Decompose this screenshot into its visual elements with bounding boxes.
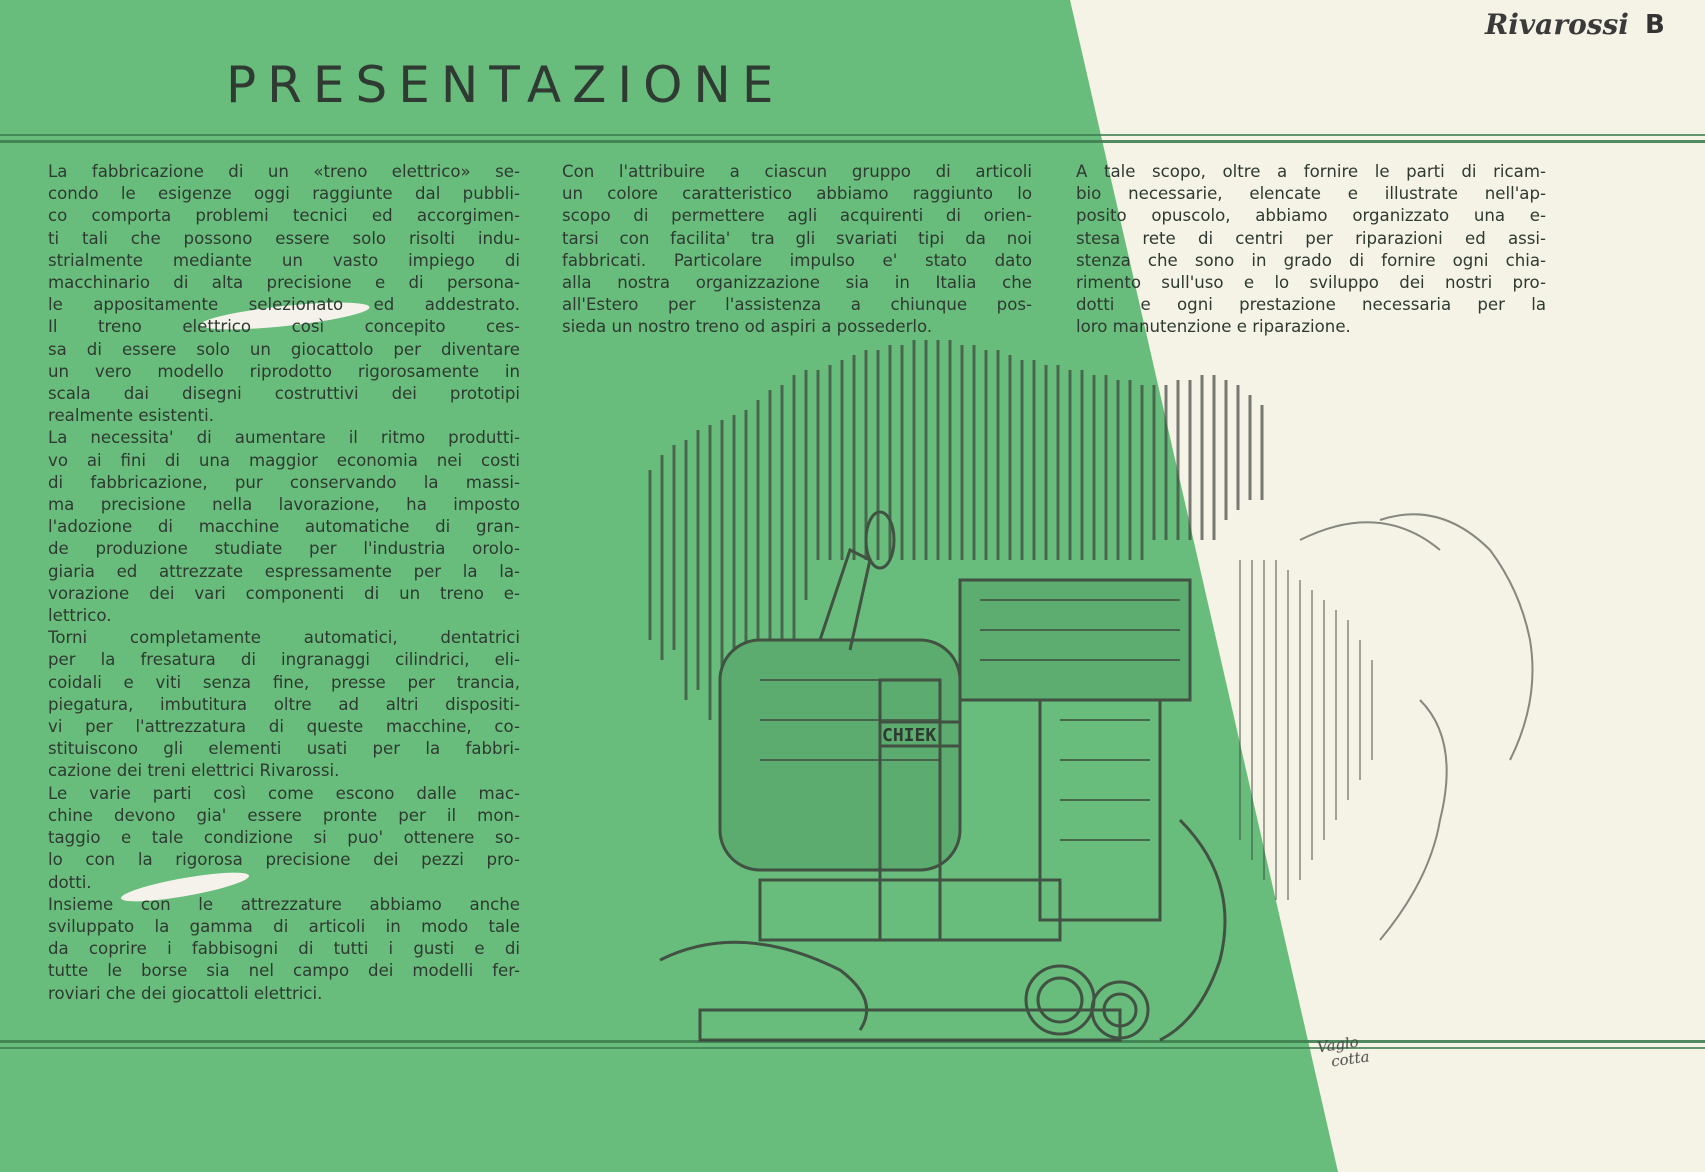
- text-line: realmente esistenti.: [48, 406, 215, 426]
- text-line: roviari che dei giocattoli elettrici.: [48, 983, 323, 1003]
- text-line: coidali e viti senza fine, presse per trancia,: [48, 672, 520, 692]
- text-column-2: [562, 161, 1032, 339]
- text-line: rimento sull'uso e lo sviluppo dei nostri pro-: [1076, 273, 1546, 293]
- text-line: A tale scopo, oltre a fornire le parti di ricam-: [1076, 162, 1546, 181]
- text-line: vo ai fini di una maggior economia nei costi: [48, 450, 520, 470]
- text-line: chine devono gia' essere pronte per il mon-: [48, 805, 520, 825]
- text-line: strialmente mediante un vasto impiego di: [48, 250, 520, 270]
- text-line: de produzione studiate per l'industria orolo-: [48, 539, 520, 559]
- bottom-rule-2: [0, 1047, 1705, 1049]
- top-rule-1: [0, 134, 1705, 136]
- page-letter: B: [1645, 10, 1665, 40]
- text-column-3: [1076, 161, 1546, 339]
- text-line: macchinario di alta precisione e di persona-: [48, 273, 520, 293]
- text-line: Torni completamente automatici, dentatrici: [48, 628, 520, 648]
- signature-line: cotta: [1329, 1047, 1371, 1071]
- text-line: all'Estero per l'assistenza a chiunque pos-: [562, 295, 1032, 315]
- top-rule-2: [0, 140, 1705, 143]
- text-line: La necessita' di aumentare il ritmo produtti-: [48, 428, 520, 448]
- text-line: vorazione dei vari componenti di un treno e-: [48, 583, 520, 603]
- text-line: posito opuscolo, abbiamo organizzato una e-: [1076, 206, 1546, 226]
- text-line: Il treno elettrico così concepito ces-: [48, 317, 520, 337]
- text-line: sa di essere solo un giocattolo per diventare: [48, 339, 520, 359]
- text-line: lo con la rigorosa precisione dei pezzi pro-: [48, 850, 520, 870]
- text-line: dotti e ogni prestazione necessaria per la: [1076, 295, 1546, 315]
- text-line: cazione dei treni elettrici Rivarossi.: [48, 761, 340, 781]
- text-line: Con l'attribuire a ciascun gruppo di articoli: [562, 162, 1032, 181]
- text-line: un colore caratteristico abbiamo raggiunto lo: [562, 184, 1032, 204]
- text-line: stenza che sono in grado di fornire ogni chia-: [1076, 250, 1546, 270]
- signature-line: Vaglo: [1315, 1032, 1360, 1057]
- text-line: vi per l'attrezzatura di queste macchine, co-: [48, 717, 520, 737]
- text-line: bio necessarie, elencate e illustrate nell'ap-: [1076, 184, 1546, 204]
- text-line: per la fresatura di ingranaggi cilindrici, eli-: [48, 650, 520, 670]
- text-line: scopo di permettere agli acquirenti di orien-: [562, 206, 1032, 226]
- text-line: scala dai disegni costruttivi dei prototipi: [48, 384, 520, 404]
- text-line: alla nostra organizzazione sia in Italia che: [562, 273, 1032, 293]
- text-line: dotti.: [48, 872, 92, 892]
- text-line: loro manutenzione e riparazione.: [1076, 317, 1351, 337]
- text-line: lettrico.: [48, 606, 112, 626]
- text-line: giaria ed attrezzate espressamente per la la-: [48, 561, 520, 581]
- text-line: La fabbricazione di un «treno elettrico» se-: [48, 162, 520, 181]
- text-line: un vero modello riprodotto rigorosamente in: [48, 361, 520, 381]
- text-line: le appositamente selezionato ed addestrato.: [48, 295, 520, 315]
- text-line: l'adozione di macchine automatiche di gran-: [48, 517, 520, 537]
- text-line: piegatura, imbutitura oltre ad altri dispositi-: [48, 694, 520, 714]
- text-line: stituiscono gli elementi usati per la fabbri-: [48, 739, 520, 759]
- artist-signature: [1316, 1033, 1370, 1072]
- text-line: Insieme con le attrezzature abbiamo anche: [48, 894, 520, 914]
- text-line: co comporta problemi tecnici ed accorgimen-: [48, 206, 520, 226]
- text-line: ma precisione nella lavorazione, ha imposto: [48, 495, 520, 515]
- text-line: condo le esigenze oggi raggiunte dal pubbli-: [48, 184, 520, 204]
- text-line: ti tali che possono essere solo risolti indu-: [48, 228, 520, 248]
- text-line: da coprire i fabbisogni di tutti i gusti e di: [48, 939, 520, 959]
- brand-logo: Rivarossi: [1485, 8, 1629, 41]
- text-line: di fabbricazione, pur conservando la massi-: [48, 472, 520, 492]
- text-line: tarsi con facilita' tra gli svariati tipi da noi: [562, 228, 1032, 248]
- text-line: fabbricati. Particolare impulso e' stato dato: [562, 250, 1032, 270]
- text-line: sviluppato la gamma di articoli in modo tale: [48, 916, 520, 936]
- page-title: PRESENTAZIONE: [226, 55, 785, 114]
- text-line: stesa rete di centri per riparazioni ed assi-: [1076, 228, 1546, 248]
- text-line: sieda un nostro treno od aspiri a possederlo.: [562, 317, 933, 337]
- machine-plate: CHIEK: [882, 725, 937, 746]
- text-column-1: [48, 161, 520, 1005]
- text-line: Le varie parti così come escono dalle mac-: [48, 783, 520, 803]
- text-line: tutte le borse sia nel campo dei modelli fer-: [48, 961, 520, 981]
- text-line: taggio e tale condizione si puo' ottenere so-: [48, 828, 520, 848]
